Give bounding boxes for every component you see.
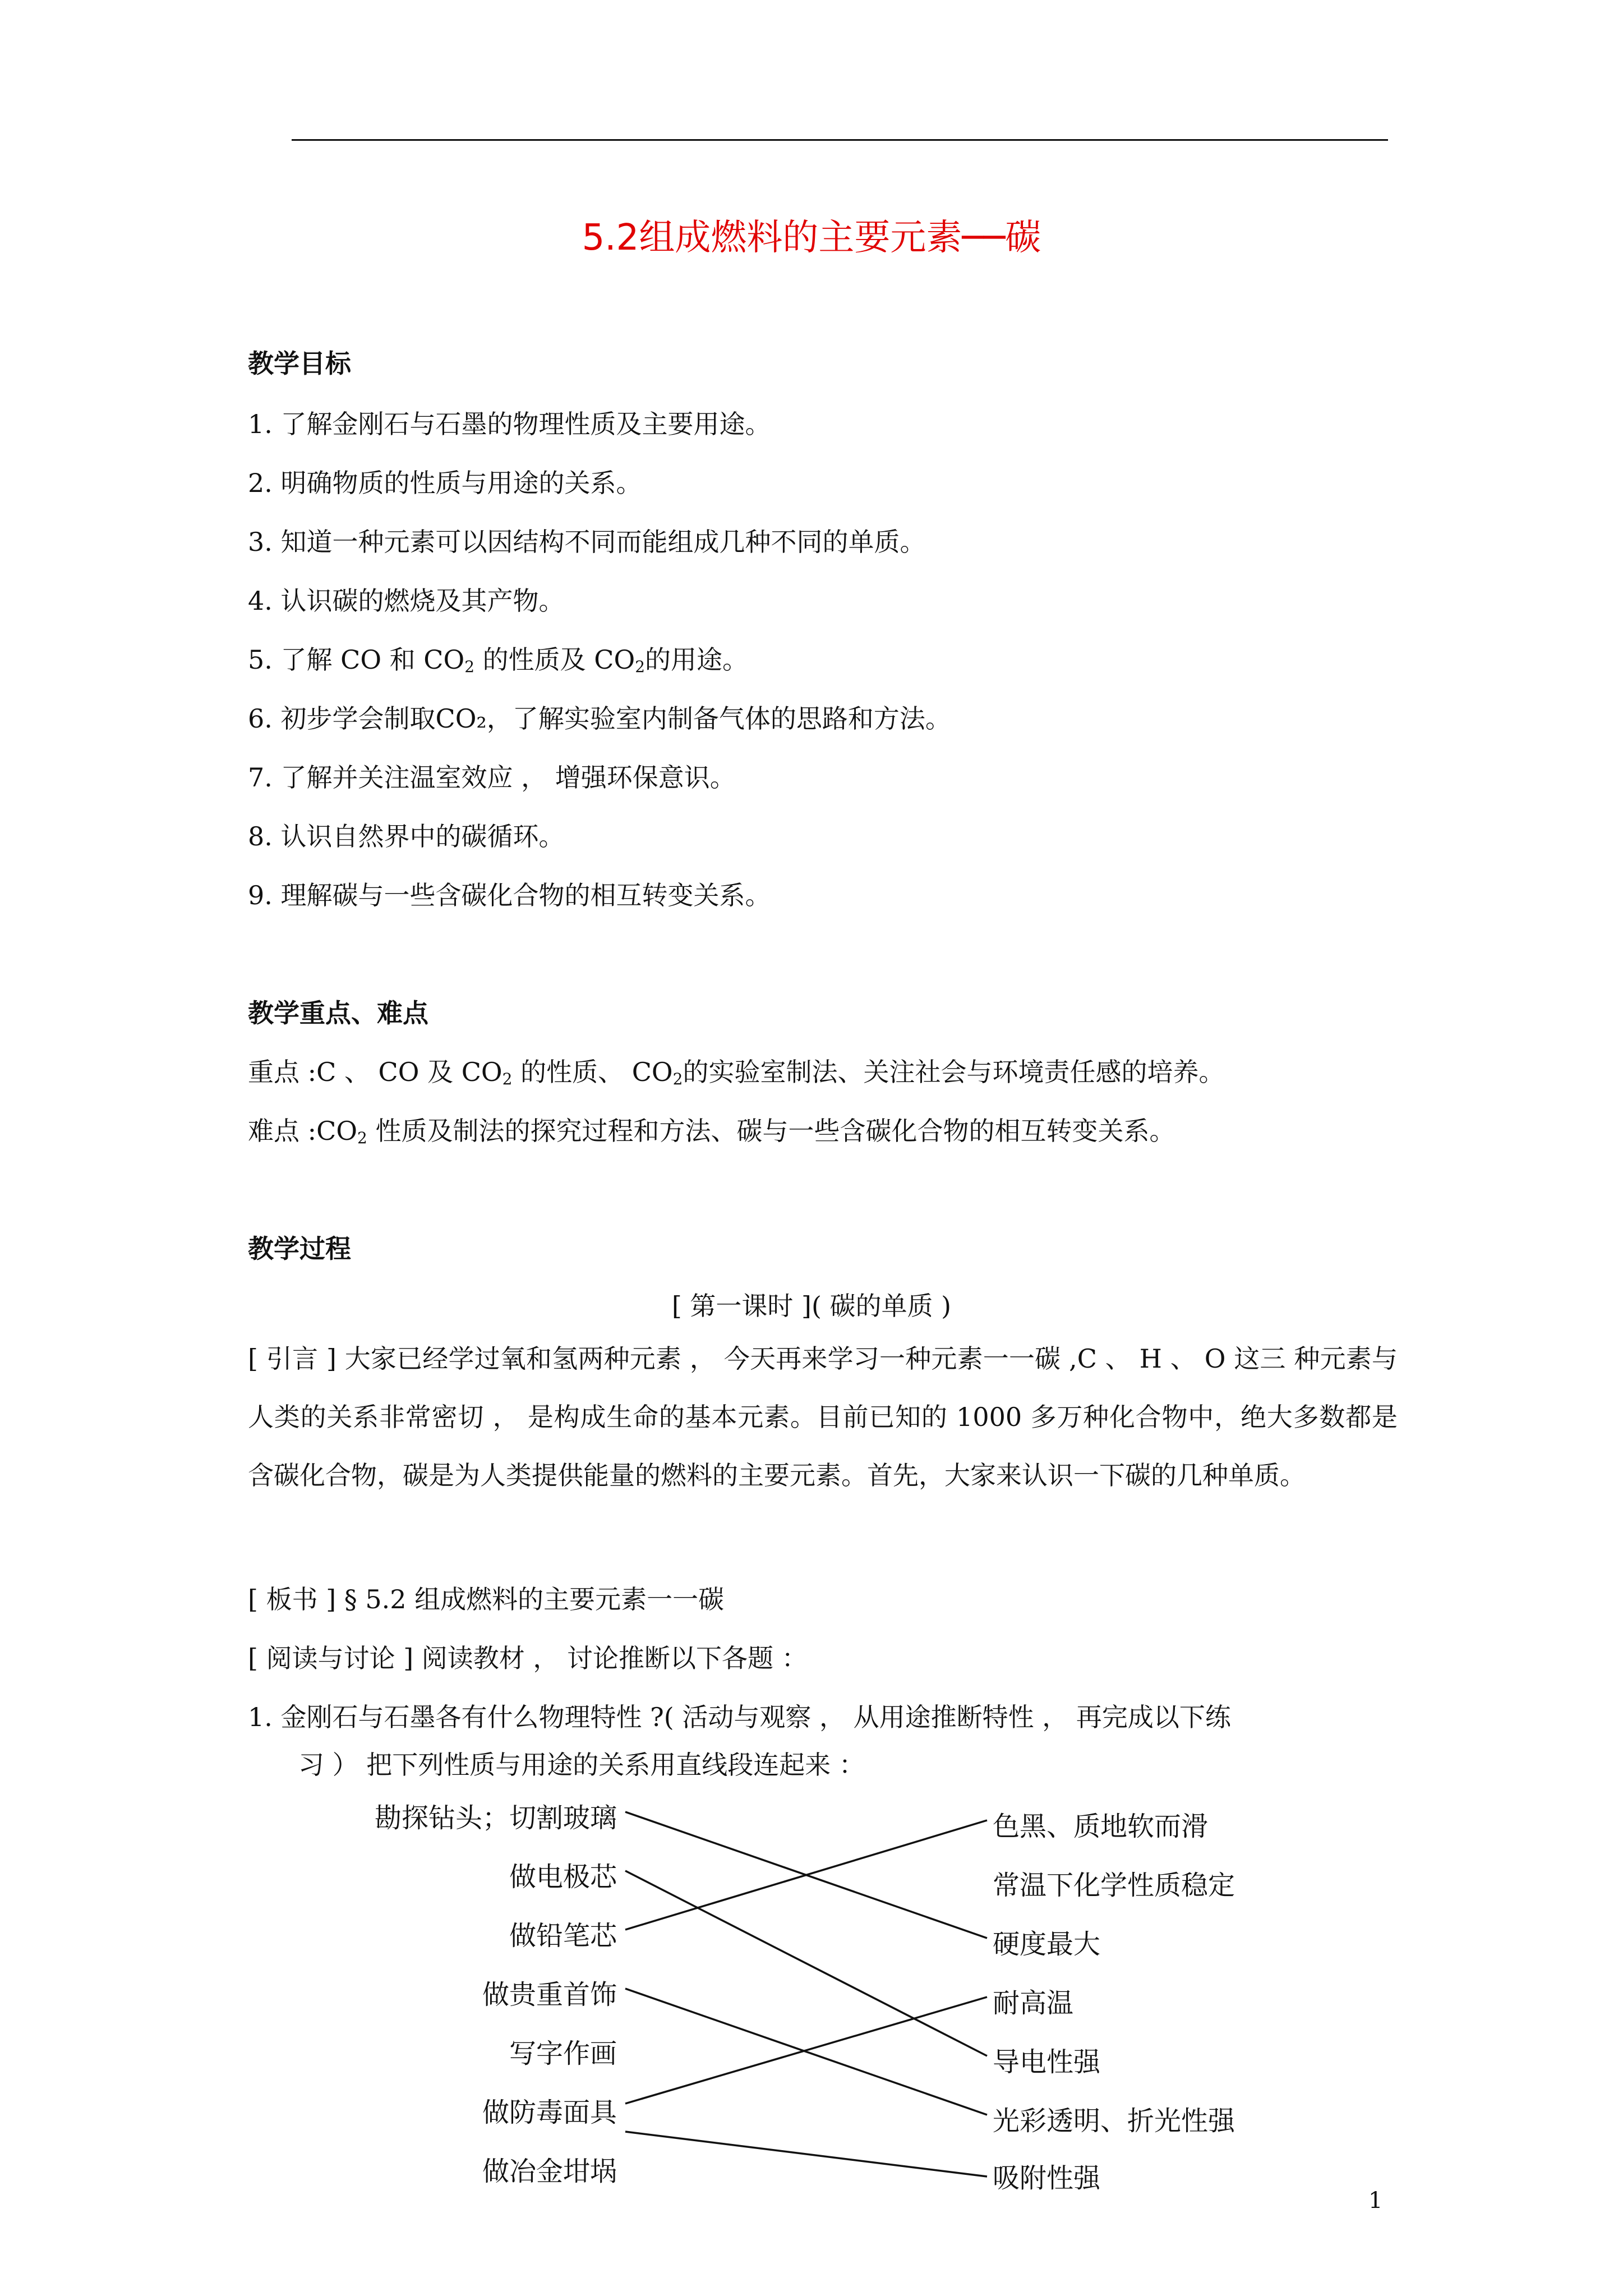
use-label: 做冶金坩埚 [482,2156,617,2187]
objective-item: 1. 了解金刚石与石墨的物理性质及主要用途。 [248,409,771,439]
reading-line: [ 阅读与讨论 ] 阅读教材 ， 讨论推断以下各题 ： [248,1643,808,1673]
use-label: 做铅笔芯 [509,1920,617,1952]
property-label: 常温下化学性质稳定 [993,1870,1235,1901]
use-label: 勘探钻头；切割玻璃 [374,1802,617,1834]
process-heading: 教学过程 [248,1234,351,1264]
objective-item: 9. 理解碳与一些含碳化合物的相互转变关系。 [248,880,771,910]
use-label-clipped [168,2148,628,2187]
use-label: 做防毒面具 [482,2097,617,2128]
objective-item: 4. 认识碳的燃烧及其产物。 [248,586,565,616]
board-line: [ 板书 ] § 5.2 组成燃料的主要元素一一碳 [248,1584,725,1614]
lesson-label: [ 第一课时 ]( 碳的单质 ) [671,1291,952,1321]
objective-item: 8. 认识自然界中的碳循环。 [248,821,565,852]
match-line [625,1989,987,2115]
key-point: 重点 :C 、 CO 及 $CO_2$ 的性质、 $CO_2$的实验室制法、关注社会与环境责任感的培养。 [248,1057,1225,1088]
key-points-heading: 教学重点、难点 [248,998,428,1028]
question-1: 1. 金刚石与石墨各有什么物理特性 ?( 活动与观察 ， 从用途推断特性 ， 再完成以下练 [248,1702,1231,1732]
property-label: 导电性强 [993,2046,1101,2078]
page-number: 1 [1368,2188,1383,2214]
objectives-heading: 教学目标 [248,348,351,379]
objective-item: 2. 明确物质的性质与用途的关系。 [248,468,642,498]
property-label: 硬度最大 [993,1929,1101,1960]
objective-item: 7. 了解并关注温室效应 ， 增强环保意识。 [248,762,736,793]
objective-item: 3. 知道一种元素可以因结构不同而能组成几种不同的单质。 [248,527,926,557]
property-label-clipped [993,2155,1385,2194]
property-label: 光彩透明、折光性强 [993,2105,1235,2137]
property-label: 色黑、质地软而滑 [993,1811,1209,1842]
match-line [625,1997,987,2104]
use-label: 做贵重首饰 [482,1979,617,2010]
use-label: 做电极芯 [509,1861,617,1893]
objective-item: 6. 初步学会制取CO₂，了解实验室内制备气体的思路和方法。 [248,703,951,734]
match-line [625,1871,987,2056]
property-label: 耐高温 [993,1987,1074,2019]
property-label: 吸附性强 [993,2162,1101,2194]
match-line [625,2132,987,2177]
question-1-continuation: 习 ） 把下列性质与用途的关系用直线段连起来 ： [298,1750,865,1780]
objective-item: 5. 了解 CO 和 $CO_2$ 的性质及 $CO_2$的用途。 [248,645,749,676]
match-line [625,1820,987,1930]
intro-paragraph: [ 引言 ] 大家已经学过氧和氢两种元素 ， 今天再来学习一种元素一一碳 ,C 、 H 、 O 这三 种元素与人类的关系非常密切 ， 是构成生命的基本元素。目前已知的 1000 多万种化合物中，绝大多数都是含碳化合物，碳是为人类提供能量的燃料的主要元素。首先，大家来认识一下碳的几种单质。 [248,1343,1398,1490]
page-title: 5.2组成燃料的主要元素──碳 [582,217,1041,259]
use-label: 写字作画 [509,2038,617,2069]
difficult-point: 难点 $:CO_2$ 性质及制法的探究过程和方法、碳与一些含碳化合物的相互转变关系。 [248,1116,1175,1147]
